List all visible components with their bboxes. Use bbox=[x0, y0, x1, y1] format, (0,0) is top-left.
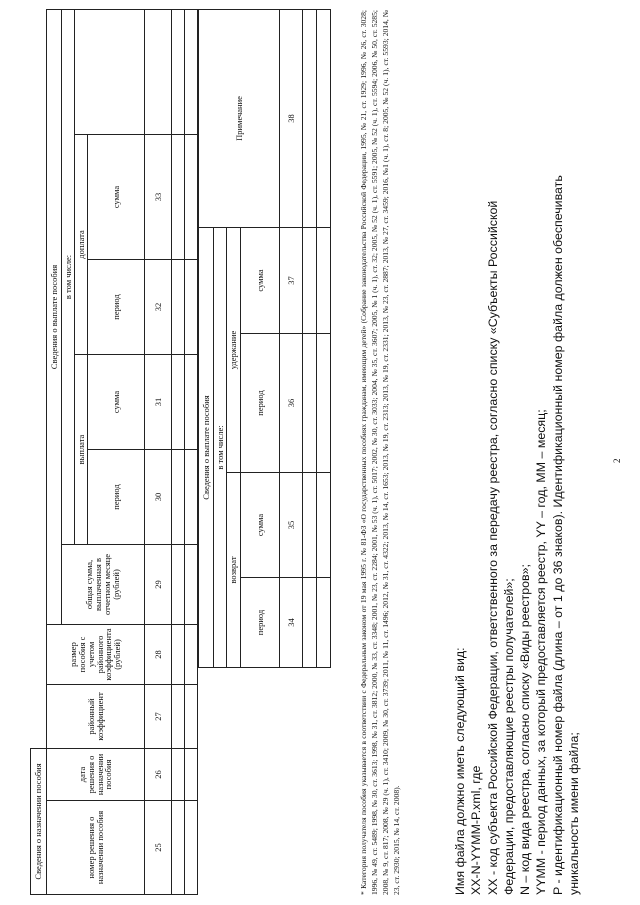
format-line: уникальность имени файла; bbox=[567, 732, 582, 895]
benefit-assignment-table bbox=[30, 9, 198, 895]
header-withholding-period: период bbox=[241, 334, 280, 473]
footnote: * Категория получателя пособия указывается в соответствии с Федеральным законом от 19 мая 1995 г. № 81-ФЗ «О государственных пособиях гражданам, имеющим детей» (Собрание законодательства Российской Федерации, 1995, № 21, ст. 1929; 1996, № 26, ст. 3028; 1996, № 49, ст. 5489; 1998, № 30, ст. 3613; 1998, № 31, ст. 3812; 2000, № 33, ст. 3348; 2001, № 23, ст. 2284; 2001, № 53 (ч. 1), ст. 5017; 2002, № 30, ст. 3033; 2004, № 35, ст. 3607; 2005, № 1 (ч. 1), ст. 32; 2005, № 52 (ч. 1), ст. 5591; 2005, № 52 (ч. 1), ст. 5594; 2006, № 50, ст. 5285; 2008, № 9, ст. 817; 2008, № 29 (ч. 1), ст. 3410; 2009, № 30, ст. 3739; 2011, № 11, ст. 1496; 2012, № 31, ст. 4322; 2013, № 14, ст. 1653; 2013, № 19, ст. 2313; 2013, № 19, ст. 2331; 2013, № 23, ст. 2887; 2013, № 27, ст. 3459; 2016, №1 (ч. 1), ст. 8; 2005, № 52 (ч. 1), ст. 5593; 2014, № 23, ст. 2930; 2015, № 14, ст. 2008). bbox=[359, 10, 402, 895]
header-withholding-sum: сумма bbox=[241, 227, 280, 333]
empty-cell bbox=[172, 748, 185, 800]
empty-cell bbox=[185, 544, 198, 624]
group-header-payment: Сведения о выплате пособия bbox=[47, 9, 62, 624]
empty-cell bbox=[303, 473, 317, 578]
format-line: N – код вида реестра, согласно списку «Виды реестров»; bbox=[518, 564, 533, 895]
format-line: Имя файла должно иметь следующий вид: bbox=[453, 647, 467, 895]
empty-cell bbox=[172, 684, 185, 748]
column-number: 38 bbox=[280, 9, 303, 227]
page-number: 2 bbox=[612, 458, 622, 463]
empty-cell bbox=[172, 9, 185, 134]
column-number: 34 bbox=[280, 578, 303, 668]
column-number: 27 bbox=[145, 684, 172, 748]
column-number: 37 bbox=[280, 227, 303, 333]
benefit-payment-table bbox=[198, 9, 331, 668]
empty-cell bbox=[172, 354, 185, 449]
header-extra-period: период bbox=[88, 259, 145, 354]
empty-cell bbox=[172, 134, 185, 259]
column-number: 30 bbox=[145, 449, 172, 544]
empty-cell bbox=[172, 544, 185, 624]
column-number: 31 bbox=[145, 354, 172, 449]
column-number: 25 bbox=[145, 801, 172, 895]
group-header-assignment: Сведения о назначении пособия bbox=[31, 748, 47, 894]
header-note: Примечание bbox=[199, 9, 280, 227]
format-line: Федерации, предоставляющие реестры получателей»; bbox=[501, 578, 516, 895]
format-line: P - идентификационный номер файла (длина – от 1 до 36 знаков). Идентификационный номер файла должен обеспечивать bbox=[550, 175, 565, 895]
empty-cell bbox=[303, 9, 317, 227]
header-regional-coefficient: районный коэффициент bbox=[47, 684, 145, 748]
header-payout-period: период bbox=[88, 449, 145, 544]
empty-cell bbox=[185, 9, 198, 134]
empty-cell bbox=[172, 801, 185, 895]
header-refund-sum: сумма bbox=[241, 473, 280, 578]
header-extra-pay: доплата bbox=[75, 134, 88, 354]
header-amount-with-coefficient: размер пособия с учетом районного коэффициента (рублей) bbox=[47, 624, 145, 684]
header-withholding: удержание bbox=[227, 227, 241, 472]
empty-cell bbox=[172, 449, 185, 544]
column-number: 36 bbox=[280, 334, 303, 473]
empty-cell bbox=[303, 227, 317, 333]
empty-cell bbox=[185, 354, 198, 449]
empty-cell bbox=[317, 334, 331, 473]
column-number: 33 bbox=[145, 134, 172, 259]
empty-cell bbox=[185, 134, 198, 259]
empty-cell bbox=[172, 624, 185, 684]
empty-cell bbox=[185, 684, 198, 748]
header-payout: выплата bbox=[75, 354, 88, 544]
header-total-paid: общая сумма, выплаченная в отчетном месяце (рублей) bbox=[62, 544, 145, 624]
header-decision-date: дата решения о назначении пособия bbox=[47, 748, 145, 800]
format-line: YYMM - период данных, за который предоставляется реестр, YY – год, MM – месяц; bbox=[534, 409, 549, 895]
empty-cell bbox=[185, 748, 198, 800]
empty-cell bbox=[303, 334, 317, 473]
format-line: XX-N-YYMM-P.xml, где bbox=[469, 765, 484, 895]
header-refund-period: период bbox=[241, 578, 280, 668]
column-number: 26 bbox=[145, 748, 172, 800]
file-name-format-description bbox=[452, 10, 582, 895]
empty-cell bbox=[185, 624, 198, 684]
header-including: в том числе: bbox=[62, 9, 75, 544]
empty-cell bbox=[317, 578, 331, 668]
format-line: XX - код субъекта Российской Федерации, ответственного за передачу реестра, согласно списку «Субъекты Российской bbox=[485, 200, 500, 895]
group-header-payment: Сведения о выплате пособия bbox=[199, 227, 214, 667]
empty-cell bbox=[317, 473, 331, 578]
empty-cell bbox=[185, 449, 198, 544]
empty-cell bbox=[172, 259, 185, 354]
header-refund: возврат bbox=[227, 473, 241, 668]
empty-cell bbox=[303, 578, 317, 668]
empty-cell bbox=[317, 9, 331, 227]
empty-cell bbox=[317, 227, 331, 333]
header-decision-number: номер решения о назначении пособия bbox=[47, 801, 145, 895]
column-number: 35 bbox=[280, 473, 303, 578]
column-number: 32 bbox=[145, 259, 172, 354]
header-extra-sum: сумма bbox=[88, 134, 145, 259]
header-including: в том числе: bbox=[214, 227, 227, 667]
empty-cell bbox=[185, 801, 198, 895]
empty-cell bbox=[185, 259, 198, 354]
column-number: 28 bbox=[145, 624, 172, 684]
column-number: 29 bbox=[145, 544, 172, 624]
header-payout-sum: сумма bbox=[88, 354, 145, 449]
